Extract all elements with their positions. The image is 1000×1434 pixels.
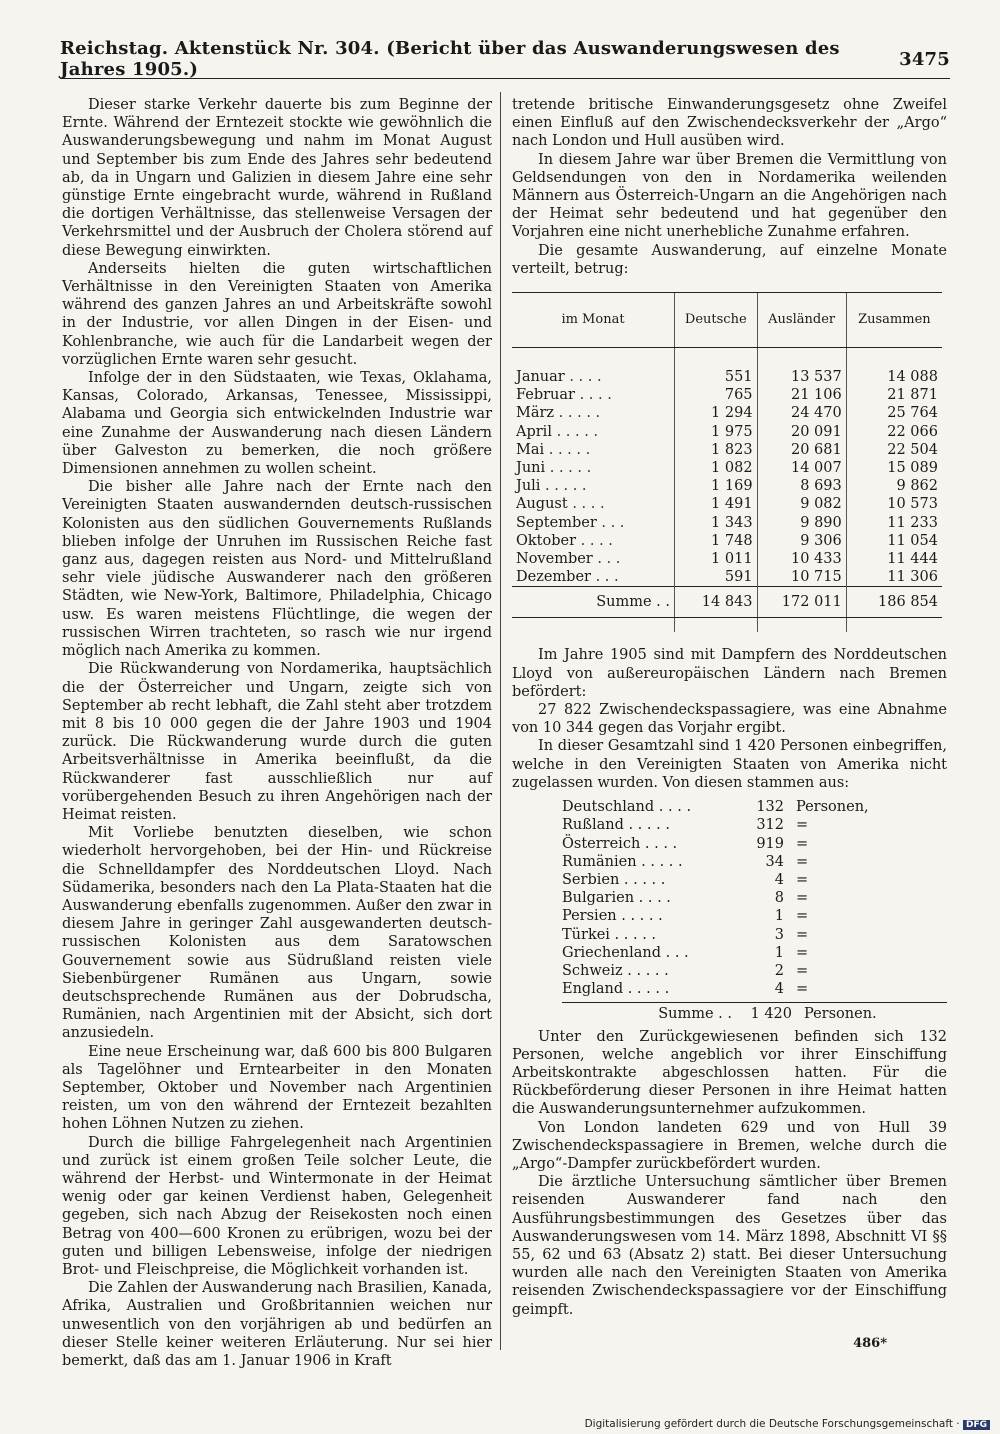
table-row: November . . . 1 011 10 433 11 444	[512, 550, 942, 568]
paragraph: tretende britische Einwanderungsgesetz ohne Zweifel einen Einfluß auf den Zwischendecksverkehr der „Argo“ nach London und Hull ausüben wird.	[512, 97, 947, 150]
paragraph: Durch die billige Fahrgelegenheit nach Argentinien und zurück ist einem großen Teile solcher Leute, die während der Herbst- und Wintermonate in der Heimat wenig oder gar keinen Verdienst haben, Gelegenheit gegeben, sich nach Abzug der Reisekosten noch einen Betrag von 400—600 Kronen zu erübrigen, wozu bei der guten und billigen Lebensweise, infolge der niedrigen Brot- und Fleischpreise, die Möglichkeit vorhanden ist.	[62, 1134, 492, 1278]
table-row: September . . . 1 343 9 890 11 233	[512, 514, 942, 532]
paragraph: Dieser starke Verkehr dauerte bis zum Beginne der Ernte. Während der Erntezeit stockte wie gewöhnlich die Auswanderungsbewegung und nahm im Monat August und September bis zum Ende des Jahres sehr bedeutend ab, da in Ungarn und Galizien in diesem Jahre eine sehr günstige Ernte eingebracht wurde, während in Rußland die dortigen Verhältnisse, das stellenweise Versagen der Verkehrsmittel und der Ausbruch der Cholera störend auf diese Bewegung einwirkten.	[62, 97, 492, 259]
list-item: Bulgarien . . . . 8 =	[562, 890, 809, 907]
paragraph: In dieser Gesamtzahl sind 1 420 Personen einbegriffen, welche in den Vereinigten Staaten von Amerika nicht zugelassen wurden. Von diesen stammen aus:	[512, 738, 947, 791]
dfg-logo: DFG	[963, 1420, 990, 1430]
paragraph: Mit Vorliebe benutzten dieselben, wie schon wiederholt hervorgehoben, bei der Hin- und Rückreise die Schnelldampfer des Norddeutschen Lloyd. Nach Südamerika, besonders nach den La Plata-Staaten hat die Auswanderung ebenfalls zugenommen. Außer den zwar in diesem Jahre in geringer Zahl ausgewanderten deutsch-russischen Kolonisten aus dem Saratowschen Gouvernement sowie aus Südrußland reisten viele Siebenbürgener Rumänen aus Ungarn, sowie deutschsprechende Rumänen aus der Dobrudscha, Rumänien, nach Argentinien mit der Absicht, sich dort anzusiedeln.	[62, 825, 492, 1042]
table-tail	[512, 618, 942, 633]
page-marker: 486*	[853, 1335, 887, 1351]
table-sum-row: Summe . . 14 843 172 011 186 854	[512, 587, 942, 618]
list-item: Deutschland . . . . 132 Personen,	[562, 799, 869, 816]
column-header-auslaender: Ausländer	[757, 293, 846, 348]
paragraph: Die Zahlen der Auswanderung nach Brasilien, Kanada, Afrika, Australien und Großbritannien weichen nur unwesentlich von den vorjährigen ab und bedürfen an dieser Stelle keiner weiteren Erläuterung. Nur sei hier bemerkt, daß das am 1. Januar 1906 in Kraft	[62, 1280, 492, 1370]
list-item: Rußland . . . . . 312 =	[562, 817, 809, 834]
table-row: März . . . . . 1 294 24 470 25 764	[512, 404, 942, 422]
table-row: August . . . . 1 491 9 082 10 573	[512, 495, 942, 513]
page-number: 3475	[899, 48, 950, 70]
list-item: Rumänien . . . . . 34 =	[562, 853, 809, 870]
table-row: Februar . . . . 765 21 106 21 871	[512, 386, 942, 404]
paragraph: Die gesamte Auswanderung, auf einzelne Monate verteilt, betrug:	[512, 242, 947, 277]
column-header-zusammen: Zusammen	[846, 293, 942, 348]
table-row: Juli . . . . . 1 169 8 693 9 862	[512, 477, 942, 495]
document-number: 304.	[335, 38, 380, 59]
countries-list	[562, 798, 947, 1023]
report-title: (Bericht über das Auswanderungswesen des Jahres 1905.)	[60, 38, 840, 80]
monthly-emigration-table	[512, 292, 942, 632]
list-item: Schweiz . . . . . 2 =	[562, 962, 809, 979]
paragraph: Von London landeten 629 und von Hull 39 Zwischendeckspassagiere in Bremen, welche durch die „Argo“-Dampfer zurückbefördert wurden.	[512, 1119, 947, 1172]
list-item: Serbien . . . . . 4 =	[562, 871, 809, 888]
column-divider	[500, 92, 501, 1350]
list-item: Griechenland . . . 1 =	[562, 944, 809, 961]
table-row: Oktober . . . . 1 748 9 306 11 054	[512, 532, 942, 550]
list-item: England . . . . . 4 =	[562, 981, 809, 998]
table-row: Dezember . . . 591 10 715 11 306	[512, 568, 942, 587]
paragraph: Im Jahre 1905 sind mit Dampfern des Norddeutschen Lloyd von außereuropäischen Ländern nach Bremen befördert:	[512, 647, 947, 700]
paragraph: 27 822 Zwischendeckspassagiere, was eine Abnahme von 10 344 gegen das Vorjahr ergibt.	[512, 702, 947, 737]
paragraph: Anderseits hielten die guten wirtschaftlichen Verhältnisse in den Vereinigten Staaten von Amerika während des ganzen Jahres an und Arbeitskräfte sowohl in der Industrie, vor allen Dingen in der Eisen- und Kohlenbranche, wie auch für die Landarbeit wegen der vorzüglichen Ernte waren sehr gesucht.	[62, 260, 492, 368]
table-spacer	[512, 348, 942, 369]
table-header-row	[512, 293, 942, 348]
list-item: Persien . . . . . 1 =	[562, 908, 809, 925]
page-header	[60, 38, 950, 80]
paragraph: Eine neue Erscheinung war, daß 600 bis 800 Bulgaren als Tagelöhner und Erntearbeiter in den Monaten September, Oktober und November nach Argentinien reisten, um von den während der Erntezeit bezahlten hohen Löhnen Nutzen zu ziehen.	[62, 1043, 492, 1133]
column-header-deutsche: Deutsche	[675, 293, 758, 348]
paragraph: Die ärztliche Untersuchung sämtlicher über Bremen reisenden Auswanderer fand nach den Ausführungsbestimmungen des Gesetzes über das Auswanderungswesen vom 14. März 1898, Abschnitt VI §§ 55, 62 und 63 (Absatz 2) statt. Bei dieser Untersuchung wurden alle nach den Vereinigten Staaten von Amerika reisenden Zwischendeckspassagiere vor der Einschiffung geimpft.	[512, 1174, 947, 1318]
paragraph: Infolge der in den Südstaaten, wie Texas, Oklahama, Kansas, Colorado, Arkansas, Tenessee, Mississippi, Alabama und Georgia sich entwickelnden Industrie war eine Zunahme der Auswanderung nach diesen Ländern über Galveston zu bemerken, die noch größere Dimensionen annehmen zu wollen scheint.	[62, 370, 492, 478]
paragraph: Die Rückwanderung von Nordamerika, hauptsächlich die der Österreicher und Ungarn, zeigte sich von September ab recht lebhaft, die Zahl steht aber trotzdem mit 8 bis 10 000 gegen die der Jahre 1903 und 1904 zurück. Die Rückwanderung wurde durch die guten Arbeitsverhältnisse in Amerika beeinflußt, da die Rückwanderer fast ausschließlich nur auf vorübergehenden Besuch zu ihren Angehörigen nach der Heimat reisten.	[62, 661, 492, 823]
left-column	[62, 96, 492, 1370]
header-rule	[60, 78, 950, 79]
countries-total: Summe . . 1 420 Personen.	[562, 1002, 947, 1023]
list-item: Österreich . . . . 919 =	[562, 835, 809, 852]
right-column	[512, 96, 947, 1353]
paragraph: In diesem Jahre war über Bremen die Vermittlung von Geldsendungen von den in Nordamerika weilenden Männern aus Österreich-Ungarn an die Angehörigen nach der Heimat sehr bedeutend und hat gegenüber den Vorjahren eine nicht unerhebliche Zunahme erfahren.	[512, 151, 947, 241]
table-row: Mai . . . . . 1 823 20 681 22 504	[512, 441, 942, 459]
paragraph: Die bisher alle Jahre nach der Ernte nach den Vereinigten Staaten auswandernden deutsch-russischen Kolonisten aus den südlichen Gouvernements Rußlands blieben infolge der Unruhen im Russischen Reiche fast ganz aus, dagegen reisten aus Nord- und Mittelrußland sehr viele jüdische Auswanderer nach den größeren Städten, wie New-York, Baltimore, Philadelphia, Chicago usw. Es waren meistens Flüchtlinge, die wegen der russischen Wirren trachteten, so rasch wie nur irgend möglich nach Amerika zu kommen.	[62, 479, 492, 660]
paragraph: Unter den Zurückgewiesenen befinden sich 132 Personen, welche angeblich vor ihrer Einschiffung Arbeitskontrakte abgeschlossen hatten. Für die Rückbeförderung dieser Personen in ihre Heimat hatten die Auswanderungsunternehmer aufzukommen.	[512, 1028, 947, 1118]
table-row: April . . . . . 1 975 20 091 22 066	[512, 423, 942, 441]
list-item: Türkei . . . . . 3 =	[562, 926, 809, 943]
footer-credit: Digitalisierung gefördert durch die Deutsche Forschungsgemeinschaft · DFG	[560, 1418, 990, 1430]
column-header-month: im Monat	[512, 293, 675, 348]
table-row: Januar . . . . 551 13 537 14 088	[512, 368, 942, 386]
table-row: Juni . . . . . 1 082 14 007 15 089	[512, 459, 942, 477]
header-left: Reichstag. Aktenstück Nr. 304. (Bericht über das Auswanderungswesen des Jahres 1905.)	[60, 38, 840, 80]
